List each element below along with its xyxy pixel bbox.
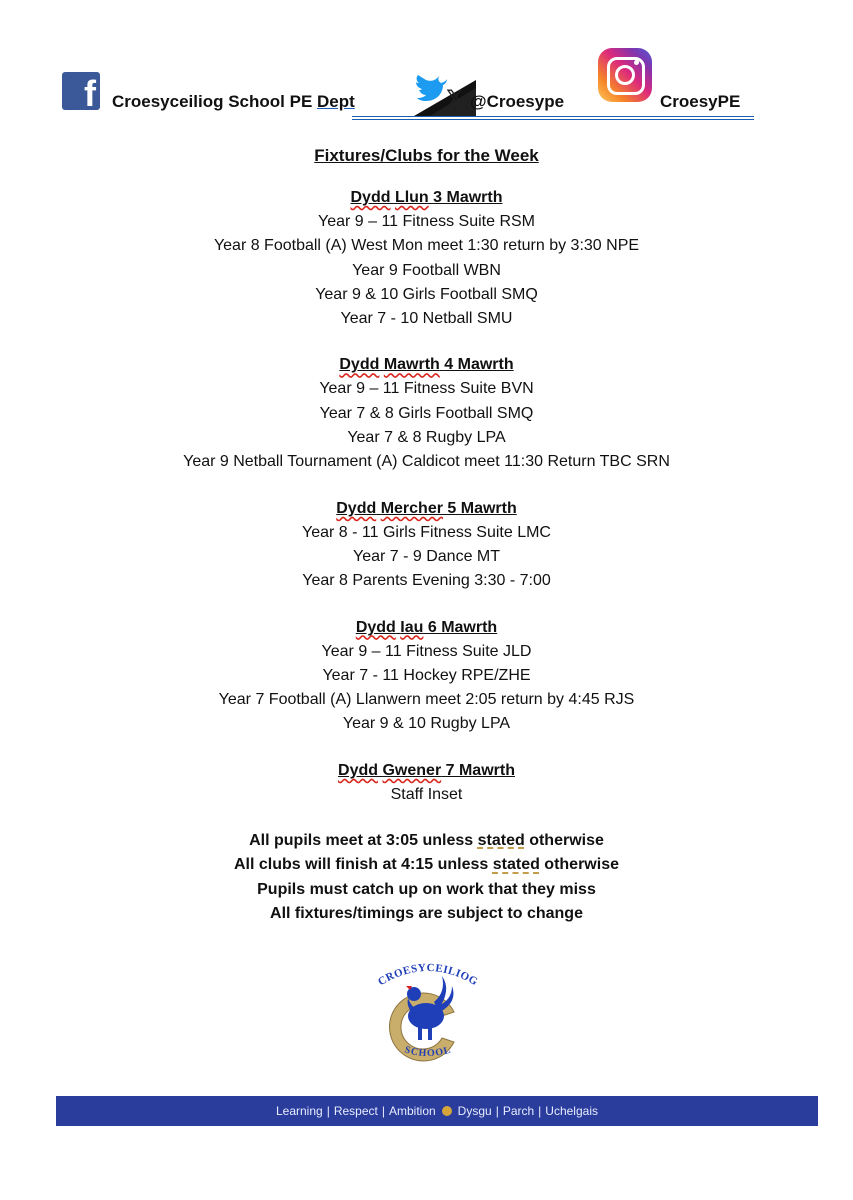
crest-top-text: CROESYCEILIOG [376, 961, 480, 989]
footer-dot-icon [442, 1106, 452, 1116]
twitter-handle[interactable]: @Croesype [470, 92, 565, 111]
note-line [0, 829, 853, 853]
day-name: Iau [400, 618, 424, 636]
fixture-item: Year 7 - 9 Dance MT [352, 547, 501, 565]
social-header [62, 48, 762, 120]
fixture-item: Year 9 – 11 Fitness Suite JLD [321, 642, 532, 660]
footer-separator: | [326, 1104, 330, 1118]
school-name-text: Croesyceiliog School PE [112, 92, 313, 111]
crest-bottom-text: SCHOOL [403, 1044, 453, 1060]
footer-values-bar [56, 1096, 818, 1126]
school-crest-logo [366, 960, 490, 1064]
footer-value-word: Parch [502, 1104, 535, 1118]
note-flag: stated [492, 856, 540, 874]
day-name: Mawrth [383, 356, 440, 374]
fixture-item: Staff Inset [390, 785, 463, 803]
fixture-item: Year 9 & 10 Girls Football SMQ [315, 285, 538, 303]
footer-separator: | [381, 1104, 385, 1118]
footer-value-word: Uchelgais [545, 1104, 598, 1118]
day-name: Gwener [382, 761, 442, 779]
footer-separator: | [495, 1104, 499, 1118]
footer-value-word: Dysgu [457, 1104, 492, 1118]
day-name: Mercher [380, 499, 443, 517]
note-flag: stated [477, 832, 525, 850]
day-date: 4 Mawrth [444, 356, 514, 374]
x-icon[interactable]: 𝕏 [446, 86, 464, 111]
day-prefix: Dydd [339, 356, 380, 374]
day-list [0, 186, 853, 807]
day-section-iau [0, 616, 853, 737]
day-prefix: Dydd [350, 189, 391, 206]
day-date: 5 Mawrth [447, 499, 517, 517]
fixture-item: Year 9 – 11 Fitness Suite BVN [319, 380, 534, 398]
school-name [112, 92, 355, 112]
fixture-item: Year 8 - 11 Girls Fitness Suite LMC [302, 523, 551, 541]
instagram-icon[interactable] [598, 48, 652, 102]
notes-section [0, 829, 853, 926]
fixture-item: Year 7 Football (A) Llanwern meet 2:05 return by 4:45 RJS [218, 691, 635, 709]
fixture-item: Year 7 & 8 Girls Football SMQ [319, 404, 534, 422]
day-section-llun [0, 186, 853, 331]
day-heading [0, 759, 853, 783]
fixture-item: Year 9 Football WBN [352, 261, 501, 279]
fixture-item: Year 7 & 8 Rugby LPA [347, 429, 506, 447]
day-heading [0, 186, 853, 210]
day-date: 6 Mawrth [427, 618, 498, 636]
fixture-item: Year 8 Football (A) West Mon meet 1:30 return by 3:30 NPE [213, 237, 640, 255]
day-section-mercher [0, 497, 853, 594]
footer-value-word: Respect [333, 1104, 378, 1118]
svg-text:CROESYCEILIOG [376, 962, 480, 988]
note-before: All pupils meet at 3:05 unless [249, 832, 478, 850]
note-before: Pupils must catch up on work that they miss [257, 880, 596, 898]
footer-value-word: Ambition [388, 1104, 436, 1118]
day-prefix: Dydd [338, 761, 379, 779]
day-date: 7 Mawrth [445, 761, 515, 779]
svg-text:SCHOOL [403, 1044, 453, 1059]
page-title: Fixtures/Clubs for the Week [314, 146, 539, 165]
header-divider [352, 116, 754, 120]
fixture-item: Year 7 - 10 Netball SMU [340, 310, 513, 328]
note-before: All clubs will finish at 4:15 unless [234, 856, 493, 874]
note-after: otherwise [539, 856, 619, 874]
note-before: All fixtures/timings are subject to change [270, 904, 583, 922]
note-line [0, 853, 853, 877]
fixtures-content [0, 144, 853, 926]
fixture-item: Year 8 Parents Evening 3:30 - 7:00 [302, 572, 551, 590]
day-heading [0, 497, 853, 521]
school-dept-text: Dept [317, 92, 355, 111]
fixture-item: Year 9 – 11 Fitness Suite RSM [318, 213, 535, 230]
day-prefix: Dydd [336, 499, 377, 517]
day-section-mawrth [0, 353, 853, 474]
footer-separator: | [538, 1104, 542, 1118]
day-date: 3 Mawrth [433, 189, 503, 206]
note-line [0, 878, 853, 902]
day-heading [0, 353, 853, 377]
day-prefix: Dydd [355, 618, 396, 636]
day-section-gwener [0, 759, 853, 807]
fixture-item: Year 9 & 10 Rugby LPA [342, 715, 511, 733]
instagram-handle[interactable]: CroesyPE [660, 92, 741, 111]
note-after: otherwise [524, 832, 604, 850]
fixture-item: Year 9 Netball Tournament (A) Caldicot meet 11:30 Return TBC SRN [183, 453, 670, 471]
fixture-item: Year 7 - 11 Hockey RPE/ZHE [322, 666, 531, 684]
footer-value-word: Learning [275, 1104, 323, 1118]
day-heading [0, 616, 853, 640]
facebook-icon[interactable]: f [62, 72, 100, 110]
note-line [0, 902, 853, 926]
day-name: Llun [394, 189, 429, 206]
